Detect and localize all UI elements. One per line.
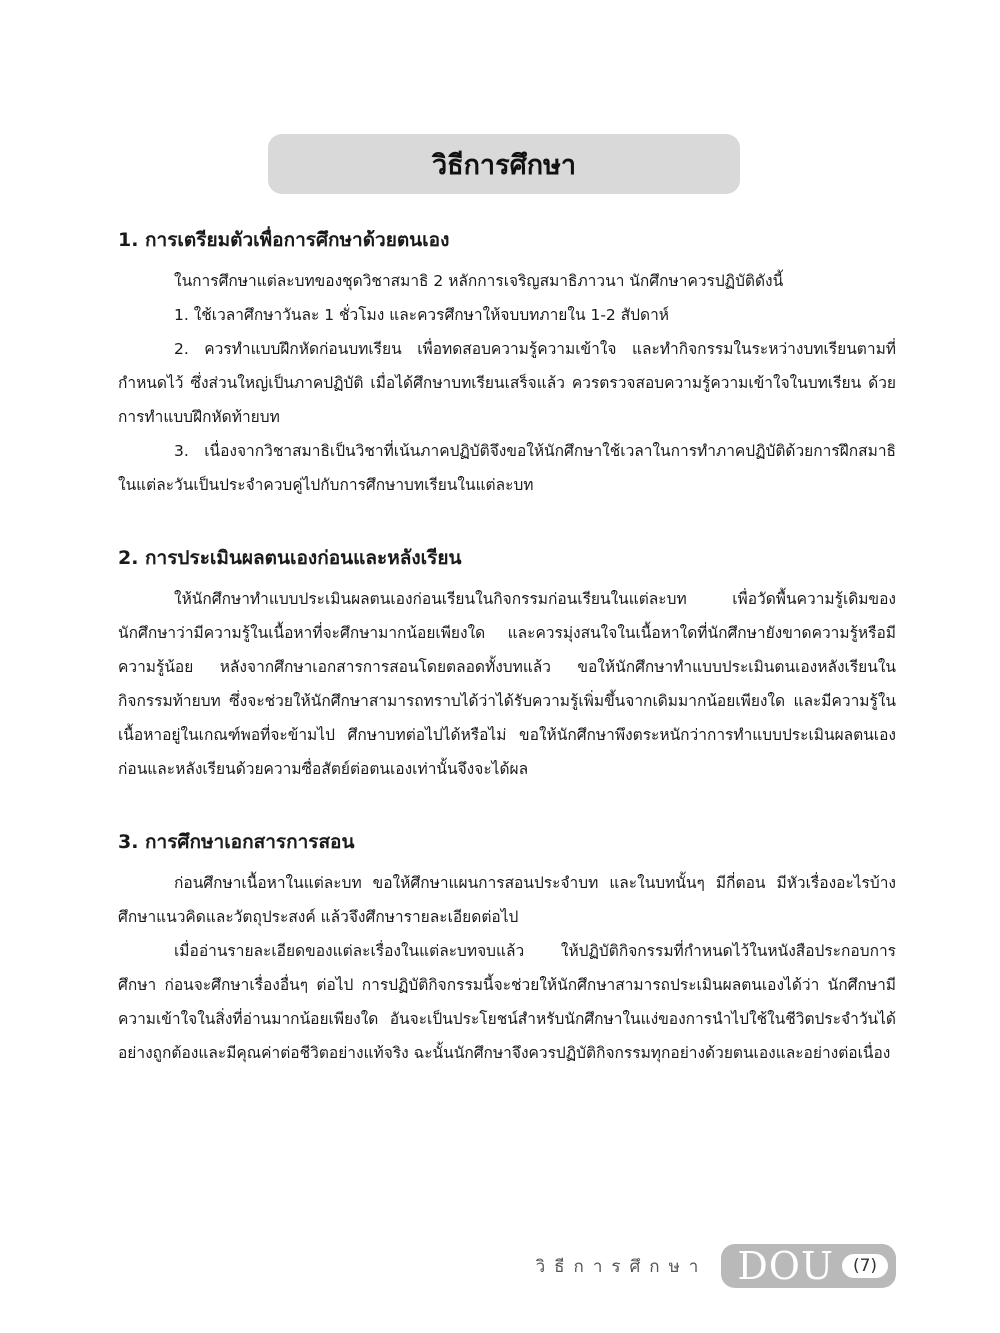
dou-logo: DOU (737, 1244, 834, 1288)
paragraph: 1. ใช้เวลาศึกษาวันละ 1 ชั่วโมง และควรศึกษาให้จบบทภายใน 1-2 สัปดาห์ (174, 306, 669, 324)
paragraph: 3. เนื่องจากวิชาสมาธิเป็นวิชาที่เน้นภาคปฏิบัติจึงขอให้นักศึกษาใช้เวลาในการทำภาคปฏิบัติด้วยการฝึกสมาธิในแต่ละวันเป็นประจำควบคู่ไปกับการศึกษาบทเรียนในแต่ละบท (118, 442, 896, 494)
page-footer (536, 1244, 896, 1288)
section-preparation (118, 222, 896, 502)
paragraph: ในการศึกษาแต่ละบทของชุดวิชาสมาธิ 2 หลักการเจริญสมาธิภาวนา นักศึกษาควรปฏิบัติดังนี้ (174, 272, 784, 290)
paragraph: เมื่ออ่านรายละเอียดของแต่ละเรื่องในแต่ละบทจบแล้ว ให้ปฏิบัติกิจกรรมที่กำหนดไว้ในหนังสือประกอบการศึกษา ก่อนจะศึกษาเรื่องอื่นๆ ต่อไป การปฏิบัติกิจกรรมนี้จะช่วยให้นักศึกษาสามารถประเมินผลตนเองได้ว่า นักศึกษามีความเข้าใจในสิ่งที่อ่านมากน้อยเพียงใด อันจะเป็นประโยชน์สำหรับนักศึกษาในแง่ของการนำไปใช้ในชีวิตประจำวันได้อย่างถูกต้องและมีคุณค่าต่อชีวิตอย่างแท้จริง ฉะนั้นนักศึกษาจึงควรปฏิบัติกิจกรรมทุกอย่างด้วยตนเองและอย่างต่อเนื่อง (118, 942, 896, 1062)
footer-title: วิธีการศึกษา (535, 1256, 708, 1277)
paragraph: 2. ควรทำแบบฝึกหัดก่อนบทเรียน เพื่อทดสอบความรู้ความเข้าใจ และทำกิจกรรมในระหว่างบทเรียนตามที่กำหนดไว้ ซึ่งส่วนใหญ่เป็นภาคปฏิบัติ เมื่อได้ศึกษาบทเรียนเสร็จแล้ว ควรตรวจสอบความรู้ความเข้าใจในบทเรียน ด้วยการทำแบบฝึกหัดท้ายบท (118, 340, 896, 426)
section-study-materials (118, 824, 896, 1070)
page-title: วิธีการศึกษา (268, 134, 740, 194)
page-number: (7) (842, 1254, 888, 1278)
section-heading: 1. การเตรียมตัวเพื่อการศึกษาด้วยตนเอง (118, 229, 450, 251)
main-content (118, 222, 896, 1108)
paragraph: ให้นักศึกษาทำแบบประเมินผลตนเองก่อนเรียนในกิจกรรมก่อนเรียนในแต่ละบท เพื่อวัดพื้นความรู้เดิมของนักศึกษาว่ามีความรู้ในเนื้อหาที่จะศึกษามากน้อยเพียงใด และควรมุ่งสนใจในเนื้อหาใดที่นักศึกษายังขาดความรู้หรือมีความรู้น้อย หลังจากศึกษาเอกสารการสอนโดยตลอดทั้งบทแล้ว ขอให้นักศึกษาทำแบบประเมินตนเองหลังเรียนในกิจกรรมท้ายบท ซึ่งจะช่วยให้นักศึกษาสามารถทราบได้ว่าได้รับความรู้เพิ่มขึ้นจากเดิมมากน้อยเพียงใด และมีความรู้ในเนื้อหาอยู่ในเกณฑ์พอที่จะข้ามไป ศึกษาบทต่อไปได้หรือไม่ ขอให้นักศึกษาพึงตระหนักว่าการทำแบบประเมินผลตนเองก่อนและหลังเรียนด้วยความซื่อสัตย์ต่อตนเองเท่านั้นจึงจะได้ผล (118, 590, 896, 778)
section-heading: 3. การศึกษาเอกสารการสอน (118, 831, 355, 853)
footer-badge (721, 1244, 896, 1288)
paragraph: ก่อนศึกษาเนื้อหาในแต่ละบท ขอให้ศึกษาแผนการสอนประจำบท และในบทนั้นๆ มีกี่ตอน มีหัวเรื่องอะไรบ้าง ศึกษาแนวคิดและวัตถุประสงค์ แล้วจึงศึกษารายละเอียดต่อไป (118, 874, 896, 926)
section-self-assessment (118, 540, 896, 786)
section-heading: 2. การประเมินผลตนเองก่อนและหลังเรียน (118, 547, 462, 569)
